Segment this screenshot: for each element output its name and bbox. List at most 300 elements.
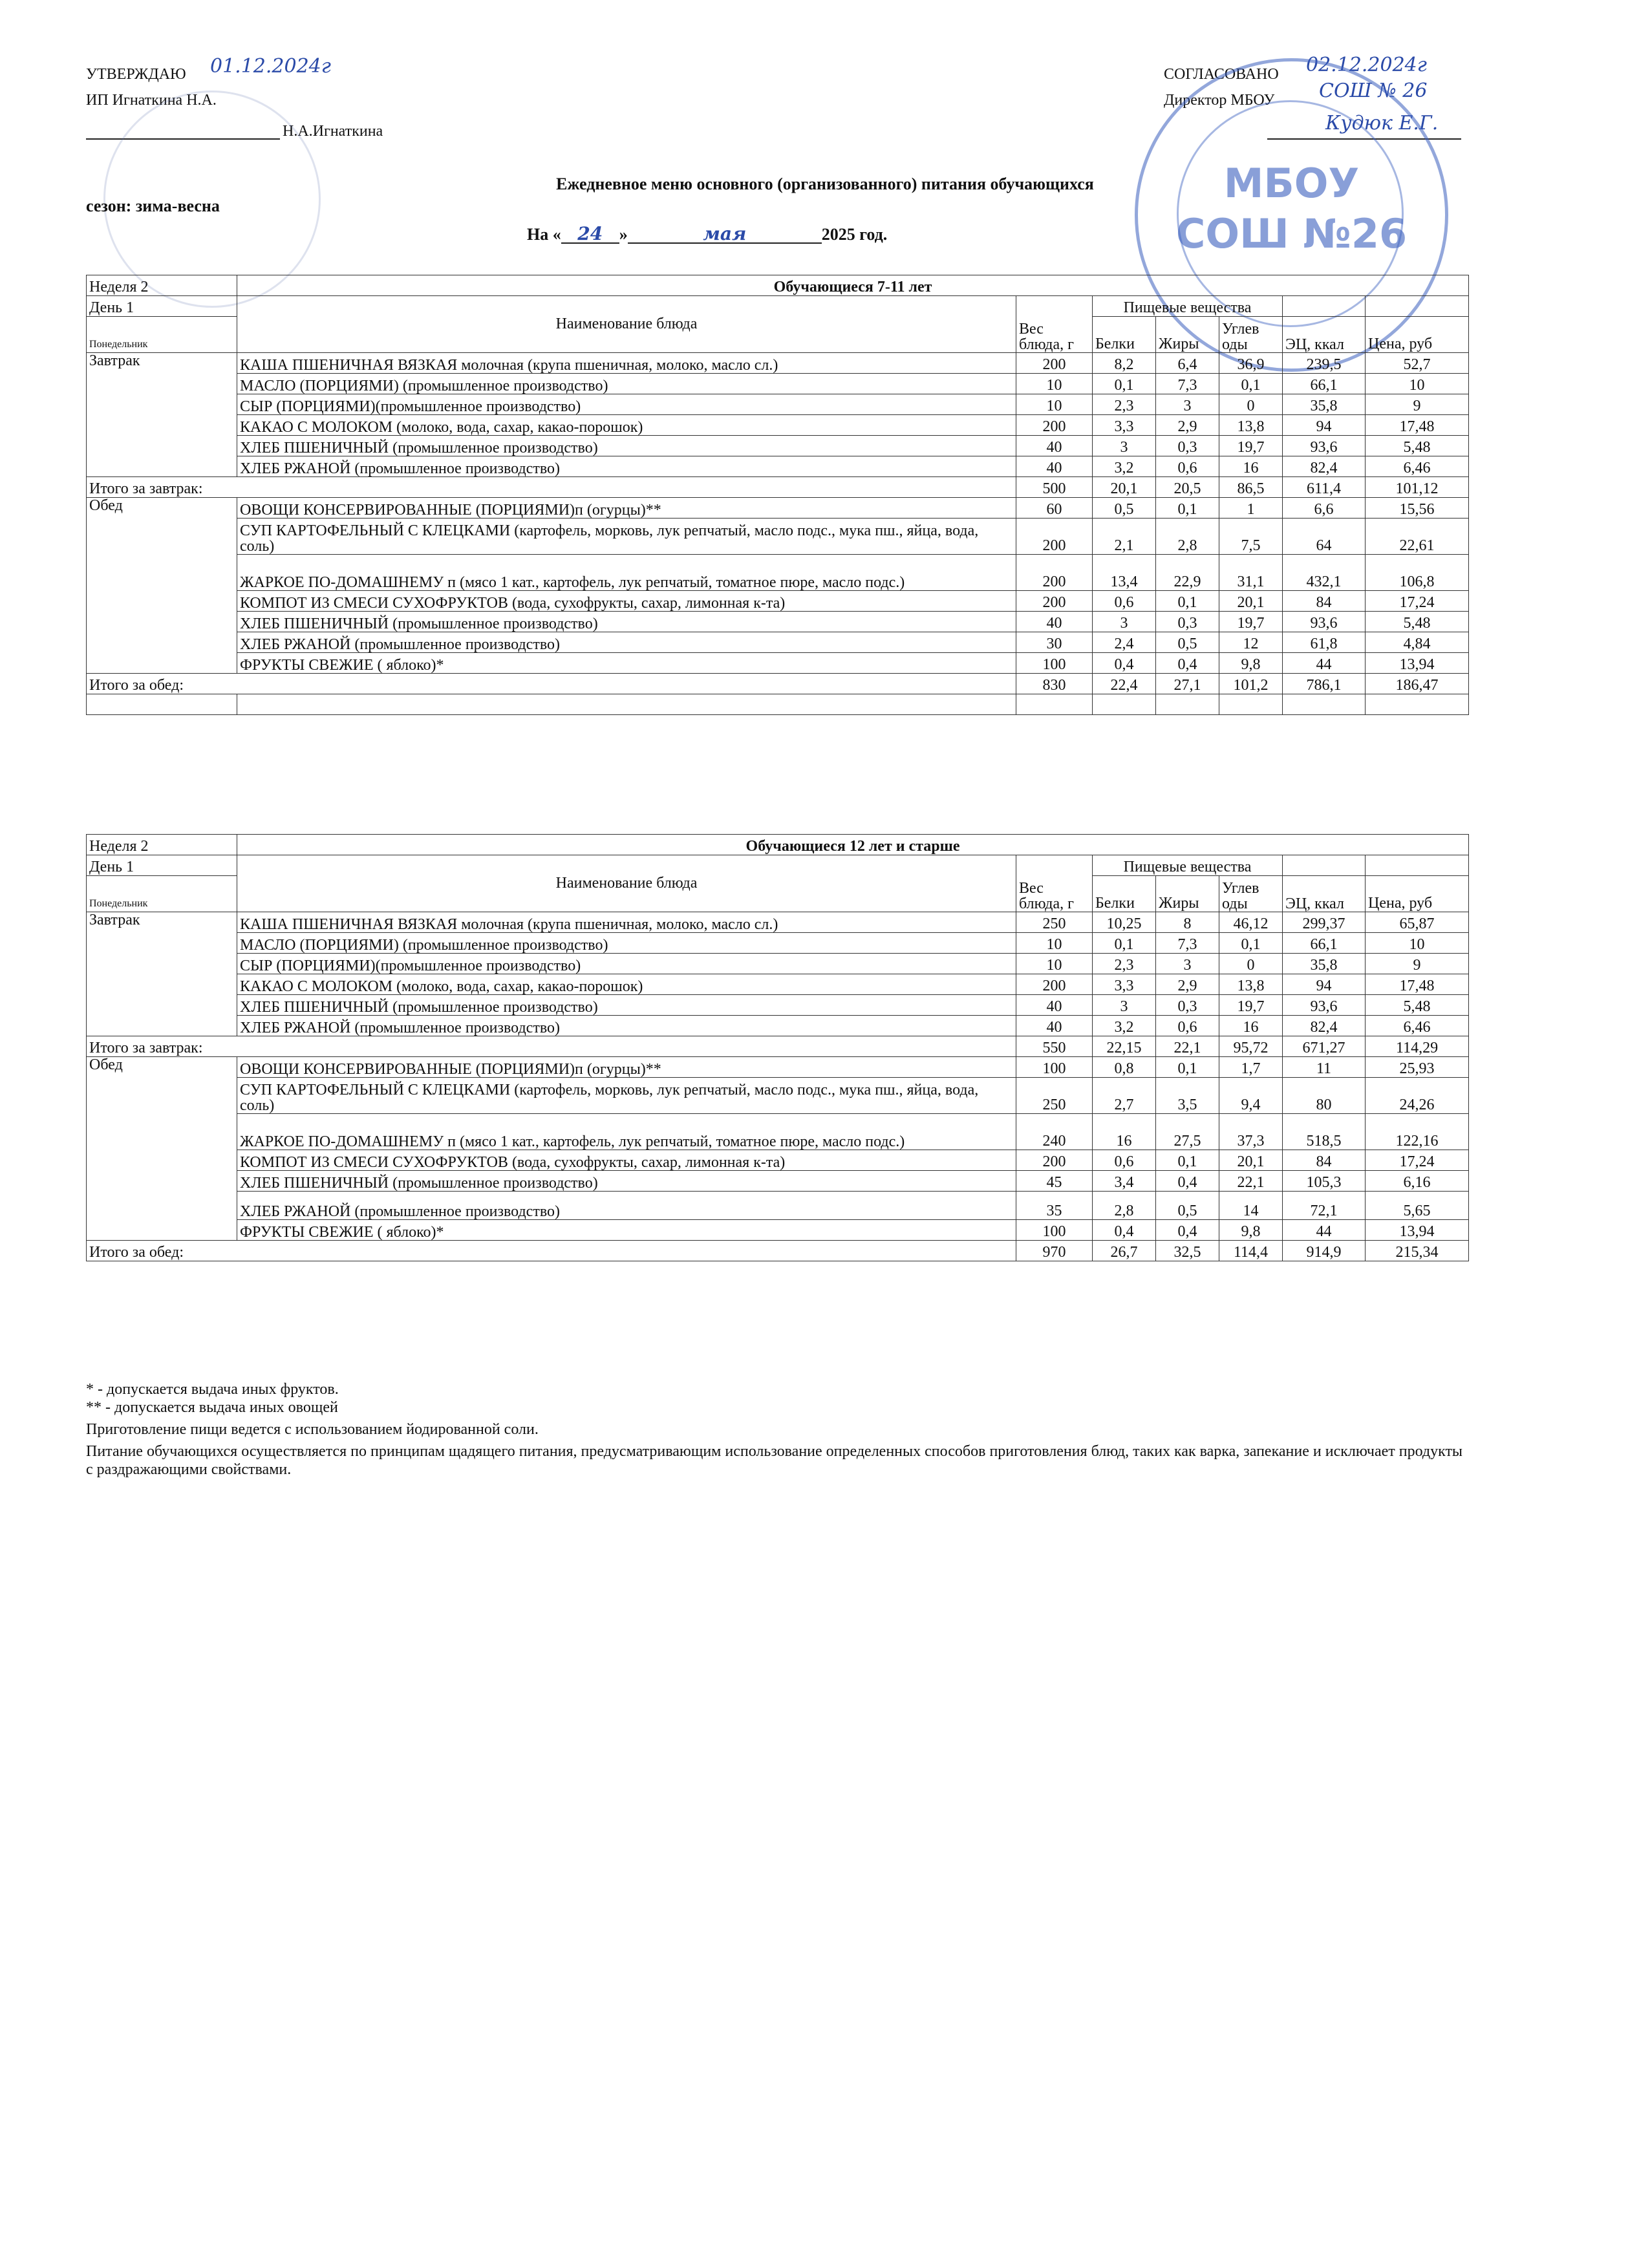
dish-name-main: ХЛЕБ РЖАНОЙ xyxy=(240,636,351,653)
dish-price: 6,46 xyxy=(1366,456,1469,477)
dish-fat: 0,3 xyxy=(1156,612,1219,632)
age-group: Обучающиеся 7-11 лет xyxy=(237,275,1469,296)
dish-name-main: ФРУКТЫ СВЕЖИЕ xyxy=(240,1224,374,1241)
approve-org: ИП Игнаткина Н.А. xyxy=(86,92,217,109)
dish-energy: 94 xyxy=(1283,415,1366,436)
dish-weight: 200 xyxy=(1016,974,1093,995)
dish-price: 6,16 xyxy=(1366,1171,1469,1192)
dish-fat: 0,4 xyxy=(1156,1220,1219,1241)
note-vegetables: ** - допускается выдача иных овощей xyxy=(86,1399,338,1416)
total-protein: 20,1 xyxy=(1093,477,1156,498)
dish-name xyxy=(237,612,1016,632)
dish-carbs: 20,1 xyxy=(1219,591,1283,612)
date-month: мая xyxy=(628,226,822,244)
col-price: Цена, руб xyxy=(1366,876,1469,912)
blank-cell xyxy=(1093,694,1156,715)
total-label: Итого за завтрак: xyxy=(87,477,1016,498)
dish-weight: 35 xyxy=(1016,1192,1093,1220)
dish-price: 17,48 xyxy=(1366,415,1469,436)
dish-weight: 250 xyxy=(1016,1078,1093,1114)
dish-weight: 10 xyxy=(1016,954,1093,974)
dish-protein: 10,25 xyxy=(1093,912,1156,933)
dish-row xyxy=(87,1016,1469,1036)
dish-price: 25,93 xyxy=(1366,1057,1469,1078)
dish-name xyxy=(237,1171,1016,1192)
dish-fat: 2,9 xyxy=(1156,974,1219,995)
dish-name-main: ОВОЩИ КОНСЕРВИРОВАННЫЕ (ПОРЦИЯМИ) xyxy=(240,502,575,519)
dish-row xyxy=(87,1220,1469,1241)
dish-name-detail: (промышленное производство) xyxy=(389,999,598,1016)
dish-protein: 0,6 xyxy=(1093,1150,1156,1171)
dish-name xyxy=(237,519,1016,555)
blank-cell xyxy=(1283,694,1366,715)
dish-protein: 0,4 xyxy=(1093,653,1156,674)
dish-name-main: ХЛЕБ РЖАНОЙ xyxy=(240,1020,351,1036)
dish-name xyxy=(237,995,1016,1016)
day-label: День 1 xyxy=(87,296,237,317)
menu-table-1 xyxy=(86,275,1469,715)
meal-label: Обед xyxy=(87,1057,237,1241)
blank-cell xyxy=(1016,694,1093,715)
dish-name-detail: (промышленное производство) xyxy=(389,615,598,632)
dish-row xyxy=(87,1114,1469,1150)
dish-carbs: 37,3 xyxy=(1219,1114,1283,1150)
dish-weight: 45 xyxy=(1016,1171,1093,1192)
dish-price: 5,65 xyxy=(1366,1192,1469,1220)
dish-name-main: ХЛЕБ ПШЕНИЧНЫЙ xyxy=(240,1175,389,1192)
total-label: Итого за обед: xyxy=(87,1241,1016,1261)
dish-row xyxy=(87,954,1469,974)
dish-price: 13,94 xyxy=(1366,653,1469,674)
footer-notes xyxy=(86,1380,1470,1479)
dish-weight: 200 xyxy=(1016,555,1093,591)
dish-energy: 66,1 xyxy=(1283,374,1366,394)
dish-weight: 200 xyxy=(1016,415,1093,436)
total-carbs: 86,5 xyxy=(1219,477,1283,498)
dish-row xyxy=(87,653,1469,674)
dish-name-detail: (промышленное производство) xyxy=(398,937,608,954)
dish-protein: 0,4 xyxy=(1093,1220,1156,1241)
day-row xyxy=(87,296,1469,317)
dish-protein: 3,2 xyxy=(1093,456,1156,477)
weekday-label: Понедельник xyxy=(87,876,237,912)
dish-name xyxy=(237,1016,1016,1036)
col-energy: ЭЦ, ккал xyxy=(1283,317,1366,353)
dish-fat: 0,6 xyxy=(1156,456,1219,477)
dish-fat: 0,3 xyxy=(1156,436,1219,456)
dish-row xyxy=(87,912,1469,933)
total-fat: 20,5 xyxy=(1156,477,1219,498)
dish-name-detail: (промышленное производство) xyxy=(398,378,608,394)
dish-name-main: ЖАРКОЕ ПО-ДОМАШНЕМУ xyxy=(240,574,444,591)
dish-row xyxy=(87,1171,1469,1192)
dish-protein: 0,8 xyxy=(1093,1057,1156,1078)
dish-row xyxy=(87,995,1469,1016)
dish-protein: 3 xyxy=(1093,436,1156,456)
dish-carbs: 19,7 xyxy=(1219,995,1283,1016)
dish-carbs: 0 xyxy=(1219,954,1283,974)
total-weight: 970 xyxy=(1016,1241,1093,1261)
spacer-row xyxy=(87,694,1469,715)
weekday-label: Понедельник xyxy=(87,317,237,353)
dish-row xyxy=(87,498,1469,519)
dish-protein: 2,1 xyxy=(1093,519,1156,555)
dish-name-detail: (промышленное производство) xyxy=(389,440,598,456)
total-row xyxy=(87,1036,1469,1057)
dish-name-detail: (вода, сухофрукты, сахар, лимонная к-та) xyxy=(508,595,786,612)
total-price: 114,29 xyxy=(1366,1036,1469,1057)
dish-price: 10 xyxy=(1366,933,1469,954)
dish-protein: 2,3 xyxy=(1093,954,1156,974)
total-label: Итого за завтрак: xyxy=(87,1036,1016,1057)
dish-energy: 66,1 xyxy=(1283,933,1366,954)
dish-price: 65,87 xyxy=(1366,912,1469,933)
dish-fat: 0,1 xyxy=(1156,1057,1219,1078)
dish-weight: 10 xyxy=(1016,933,1093,954)
dish-carbs: 0 xyxy=(1219,394,1283,415)
dish-carbs: 16 xyxy=(1219,456,1283,477)
dish-name xyxy=(237,912,1016,933)
dish-price: 17,24 xyxy=(1366,1150,1469,1171)
dish-name xyxy=(237,933,1016,954)
dish-name xyxy=(237,498,1016,519)
dish-name-main: КАКАО С МОЛОКОМ xyxy=(240,419,392,436)
week-label: Неделя 2 xyxy=(87,275,237,296)
dish-carbs: 0,1 xyxy=(1219,933,1283,954)
dish-name-detail: (вода, сухофрукты, сахар, лимонная к-та) xyxy=(508,1154,786,1171)
dish-row xyxy=(87,632,1469,653)
dish-carbs: 14 xyxy=(1219,1192,1283,1220)
dish-carbs: 9,8 xyxy=(1219,1220,1283,1241)
dish-name-main: ХЛЕБ ПШЕНИЧНЫЙ xyxy=(240,440,389,456)
col-fat: Жиры xyxy=(1156,876,1219,912)
agree-date-handwritten: 02.12.2024г xyxy=(1306,54,1427,76)
dish-name-detail: (промышленное производство) xyxy=(375,398,581,415)
dish-protein: 3,2 xyxy=(1093,1016,1156,1036)
dish-carbs: 0,1 xyxy=(1219,374,1283,394)
dish-price: 17,24 xyxy=(1366,591,1469,612)
week-row xyxy=(87,835,1469,855)
dish-row xyxy=(87,612,1469,632)
total-carbs: 95,72 xyxy=(1219,1036,1283,1057)
note-salt: Приготовление пищи ведется с использованием йодированной соли. xyxy=(86,1421,539,1438)
dish-row xyxy=(87,436,1469,456)
dish-name-detail: (промышленное производство) xyxy=(375,957,581,974)
dish-name-main: ОВОЩИ КОНСЕРВИРОВАННЫЕ (ПОРЦИЯМИ) xyxy=(240,1061,575,1078)
dish-carbs: 46,12 xyxy=(1219,912,1283,933)
total-protein: 22,15 xyxy=(1093,1036,1156,1057)
dish-name xyxy=(237,555,1016,591)
dish-fat: 0,5 xyxy=(1156,1192,1219,1220)
dish-price: 9 xyxy=(1366,954,1469,974)
note-diet: Питание обучающихся осуществляется по принципам щадящего питания, предусматривающим использование определенных способов приготовления блюд, таких как варка, запекание и исключает продукты с раздражающими свойствами. xyxy=(86,1443,1463,1478)
dish-row xyxy=(87,1150,1469,1171)
dish-name xyxy=(237,374,1016,394)
dish-row xyxy=(87,415,1469,436)
dish-energy: 6,6 xyxy=(1283,498,1366,519)
week-row xyxy=(87,275,1469,296)
dish-carbs: 7,5 xyxy=(1219,519,1283,555)
dish-fat: 0,3 xyxy=(1156,995,1219,1016)
date-mid: » xyxy=(619,225,628,244)
total-carbs: 101,2 xyxy=(1219,674,1283,694)
dish-name-main: СУП КАРТОФЕЛЬНЫЙ С КЛЕЦКАМИ xyxy=(240,1082,511,1098)
dish-name-detail: (картофель, морковь, лук репчатый, масло подс., мука пш., яйца, вода, соль) xyxy=(240,522,979,555)
dish-energy: 432,1 xyxy=(1283,555,1366,591)
dish-name xyxy=(237,1057,1016,1078)
col-weight: Вес блюда, г xyxy=(1016,296,1093,353)
dish-carbs: 9,4 xyxy=(1219,1078,1283,1114)
dish-name-main: ХЛЕБ РЖАНОЙ xyxy=(240,1203,351,1220)
dish-name-main: ФРУКТЫ СВЕЖИЕ xyxy=(240,657,374,674)
total-energy: 671,27 xyxy=(1283,1036,1366,1057)
col-protein: Белки xyxy=(1093,876,1156,912)
blank-cell xyxy=(1219,694,1283,715)
menu-date xyxy=(527,223,888,244)
dish-protein: 0,6 xyxy=(1093,591,1156,612)
dish-row xyxy=(87,933,1469,954)
dish-carbs: 36,9 xyxy=(1219,353,1283,374)
dish-row xyxy=(87,591,1469,612)
week-label: Неделя 2 xyxy=(87,835,237,855)
dish-energy: 11 xyxy=(1283,1057,1366,1078)
dish-energy: 61,8 xyxy=(1283,632,1366,653)
meal-label: Обед xyxy=(87,498,237,674)
meal-label: Завтрак xyxy=(87,353,237,477)
dish-energy: 84 xyxy=(1283,1150,1366,1171)
dish-price: 15,56 xyxy=(1366,498,1469,519)
dish-row xyxy=(87,374,1469,394)
dish-protein: 3,4 xyxy=(1093,1171,1156,1192)
dish-name-main: КАКАО С МОЛОКОМ xyxy=(240,978,392,995)
dish-name-main: МАСЛО (ПОРЦИЯМИ) xyxy=(240,937,399,954)
blank-cell xyxy=(1366,855,1469,876)
dish-row xyxy=(87,394,1469,415)
dish-weight: 40 xyxy=(1016,995,1093,1016)
dish-name xyxy=(237,1078,1016,1114)
dish-price: 52,7 xyxy=(1366,353,1469,374)
dish-fat: 0,1 xyxy=(1156,498,1219,519)
dish-name-main: КОМПОТ ИЗ СМЕСИ СУХОФРУКТОВ xyxy=(240,595,508,612)
dish-name-detail: молочная (крупа пшеничная, молоко, масло сл.) xyxy=(457,916,778,933)
dish-name-main: КАША ПШЕНИЧНАЯ ВЯЗКАЯ xyxy=(240,916,458,933)
dish-fat: 22,9 xyxy=(1156,555,1219,591)
dish-protein: 2,4 xyxy=(1093,632,1156,653)
dish-name xyxy=(237,394,1016,415)
dish-energy: 299,37 xyxy=(1283,912,1366,933)
col-fat: Жиры xyxy=(1156,317,1219,353)
dish-weight: 250 xyxy=(1016,912,1093,933)
dish-name xyxy=(237,954,1016,974)
dish-energy: 44 xyxy=(1283,653,1366,674)
dish-row xyxy=(87,1078,1469,1114)
dish-fat: 0,6 xyxy=(1156,1016,1219,1036)
dish-fat: 2,9 xyxy=(1156,415,1219,436)
dish-price: 13,94 xyxy=(1366,1220,1469,1241)
dish-carbs: 20,1 xyxy=(1219,1150,1283,1171)
dish-price: 106,8 xyxy=(1366,555,1469,591)
col-price: Цена, руб xyxy=(1366,317,1469,353)
dish-name-main: ЖАРКОЕ ПО-ДОМАШНЕМУ xyxy=(240,1133,444,1150)
col-dish-name: Наименование блюда xyxy=(237,855,1016,912)
total-fat: 27,1 xyxy=(1156,674,1219,694)
dish-name-main: ХЛЕБ РЖАНОЙ xyxy=(240,460,351,477)
dish-weight: 10 xyxy=(1016,374,1093,394)
dish-carbs: 1,7 xyxy=(1219,1057,1283,1078)
dish-name-main: ХЛЕБ ПШЕНИЧНЫЙ xyxy=(240,615,389,632)
page-title: Ежедневное меню основного (организованного) питания обучающихся xyxy=(556,175,1094,193)
dish-carbs: 13,8 xyxy=(1219,974,1283,995)
date-year: 2025 год. xyxy=(821,225,888,244)
approve-sign-name: Н.А.Игнаткина xyxy=(283,123,383,140)
dish-energy: 64 xyxy=(1283,519,1366,555)
dish-name xyxy=(237,591,1016,612)
dish-name-detail: п (огурцы)** xyxy=(575,1061,661,1078)
blank-cell xyxy=(1283,296,1366,317)
dish-price: 4,84 xyxy=(1366,632,1469,653)
dish-energy: 35,8 xyxy=(1283,394,1366,415)
dish-name-detail: ( яблоко)* xyxy=(373,1224,444,1241)
dish-protein: 0,1 xyxy=(1093,933,1156,954)
dish-name-detail: (промышленное производство) xyxy=(389,1175,598,1192)
dish-fat: 0,4 xyxy=(1156,653,1219,674)
dish-row xyxy=(87,519,1469,555)
dish-fat: 0,1 xyxy=(1156,591,1219,612)
dish-name-detail: (промышленное производство) xyxy=(350,460,560,477)
dish-price: 17,48 xyxy=(1366,974,1469,995)
dish-name-detail: (промышленное производство) xyxy=(350,636,560,653)
dish-energy: 239,5 xyxy=(1283,353,1366,374)
blank-cell xyxy=(1283,855,1366,876)
dish-carbs: 12 xyxy=(1219,632,1283,653)
dish-carbs: 31,1 xyxy=(1219,555,1283,591)
dish-weight: 60 xyxy=(1016,498,1093,519)
dish-weight: 200 xyxy=(1016,519,1093,555)
dish-name-main: КОМПОТ ИЗ СМЕСИ СУХОФРУКТОВ xyxy=(240,1154,508,1171)
dish-name-detail: (молоко, вода, сахар, какао-порошок) xyxy=(392,978,643,995)
dish-name-detail: п (огурцы)** xyxy=(575,502,661,519)
dish-carbs: 19,7 xyxy=(1219,436,1283,456)
dish-protein: 3 xyxy=(1093,612,1156,632)
dish-name-detail: молочная (крупа пшеничная, молоко, масло сл.) xyxy=(457,357,778,374)
dish-weight: 200 xyxy=(1016,353,1093,374)
menu-table-2 xyxy=(86,834,1469,1261)
dish-row xyxy=(87,456,1469,477)
dish-price: 10 xyxy=(1366,374,1469,394)
dish-name xyxy=(237,974,1016,995)
dish-fat: 8 xyxy=(1156,912,1219,933)
dish-price: 24,26 xyxy=(1366,1078,1469,1114)
dish-name xyxy=(237,1150,1016,1171)
dish-price: 9 xyxy=(1366,394,1469,415)
dish-carbs: 16 xyxy=(1219,1016,1283,1036)
dish-energy: 72,1 xyxy=(1283,1192,1366,1220)
dish-energy: 93,6 xyxy=(1283,995,1366,1016)
dish-energy: 82,4 xyxy=(1283,1016,1366,1036)
total-fat: 32,5 xyxy=(1156,1241,1219,1261)
col-nutrients: Пищевые вещества xyxy=(1093,296,1283,317)
dish-energy: 44 xyxy=(1283,1220,1366,1241)
dish-carbs: 13,8 xyxy=(1219,415,1283,436)
dish-row xyxy=(87,555,1469,591)
agree-label: СОГЛАСОВАНО xyxy=(1164,66,1279,83)
dish-price: 5,48 xyxy=(1366,436,1469,456)
total-weight: 830 xyxy=(1016,674,1093,694)
col-protein: Белки xyxy=(1093,317,1156,353)
dish-name xyxy=(237,1220,1016,1241)
dish-price: 5,48 xyxy=(1366,995,1469,1016)
dish-weight: 40 xyxy=(1016,612,1093,632)
dish-name xyxy=(237,632,1016,653)
dish-fat: 6,4 xyxy=(1156,353,1219,374)
blank-cell xyxy=(1366,296,1469,317)
dish-energy: 105,3 xyxy=(1283,1171,1366,1192)
total-weight: 500 xyxy=(1016,477,1093,498)
dish-weight: 40 xyxy=(1016,456,1093,477)
dish-fat: 7,3 xyxy=(1156,933,1219,954)
day-row xyxy=(87,855,1469,876)
dish-protein: 0,1 xyxy=(1093,374,1156,394)
dish-price: 6,46 xyxy=(1366,1016,1469,1036)
blank-cell xyxy=(237,694,1016,715)
agree-org: Директор МБОУ xyxy=(1164,92,1275,109)
dish-fat: 0,4 xyxy=(1156,1171,1219,1192)
dish-protein: 0,5 xyxy=(1093,498,1156,519)
dish-energy: 35,8 xyxy=(1283,954,1366,974)
dish-protein: 2,3 xyxy=(1093,394,1156,415)
dish-weight: 200 xyxy=(1016,1150,1093,1171)
dish-name-detail: п (мясо 1 кат., картофель, лук репчатый, томатное пюре, масло подс.) xyxy=(444,1133,905,1150)
dish-name-detail: ( яблоко)* xyxy=(373,657,444,674)
total-row xyxy=(87,1241,1469,1261)
approve-date-handwritten: 01.12.2024г xyxy=(210,55,331,78)
agree-signature: Кудюк Е.Г. xyxy=(1325,112,1439,134)
dish-weight: 200 xyxy=(1016,591,1093,612)
dish-name-detail: (картофель, морковь, лук репчатый, масло подс., мука пш., яйца, вода, соль) xyxy=(240,1082,979,1114)
total-protein: 22,4 xyxy=(1093,674,1156,694)
dish-energy: 82,4 xyxy=(1283,456,1366,477)
col-dish-name: Наименование блюда xyxy=(237,296,1016,353)
dish-name-main: СЫР (ПОРЦИЯМИ) xyxy=(240,398,376,415)
total-price: 215,34 xyxy=(1366,1241,1469,1261)
dish-protein: 8,2 xyxy=(1093,353,1156,374)
dish-name xyxy=(237,415,1016,436)
dish-protein: 3 xyxy=(1093,995,1156,1016)
dish-weight: 40 xyxy=(1016,436,1093,456)
dish-row xyxy=(87,974,1469,995)
dish-name xyxy=(237,1192,1016,1220)
dish-energy: 84 xyxy=(1283,591,1366,612)
dish-carbs: 19,7 xyxy=(1219,612,1283,632)
total-price: 101,12 xyxy=(1366,477,1469,498)
dish-carbs: 22,1 xyxy=(1219,1171,1283,1192)
col-carbs: Углев оды xyxy=(1219,317,1283,353)
total-protein: 26,7 xyxy=(1093,1241,1156,1261)
dish-weight: 240 xyxy=(1016,1114,1093,1150)
stamp-line-2: СОШ №26 xyxy=(1175,210,1408,257)
dish-name-detail: (молоко, вода, сахар, какао-порошок) xyxy=(392,419,643,436)
blank-cell xyxy=(1156,694,1219,715)
col-weight: Вес блюда, г xyxy=(1016,855,1093,912)
dish-protein: 2,7 xyxy=(1093,1078,1156,1114)
dish-protein: 3,3 xyxy=(1093,415,1156,436)
dish-name xyxy=(237,653,1016,674)
dish-price: 122,16 xyxy=(1366,1114,1469,1150)
dish-name-main: КАША ПШЕНИЧНАЯ ВЯЗКАЯ xyxy=(240,357,458,374)
dish-name-detail: (промышленное производство) xyxy=(350,1020,560,1036)
blank-cell xyxy=(1366,694,1469,715)
agree-school-handwritten: СОШ № 26 xyxy=(1319,80,1428,102)
